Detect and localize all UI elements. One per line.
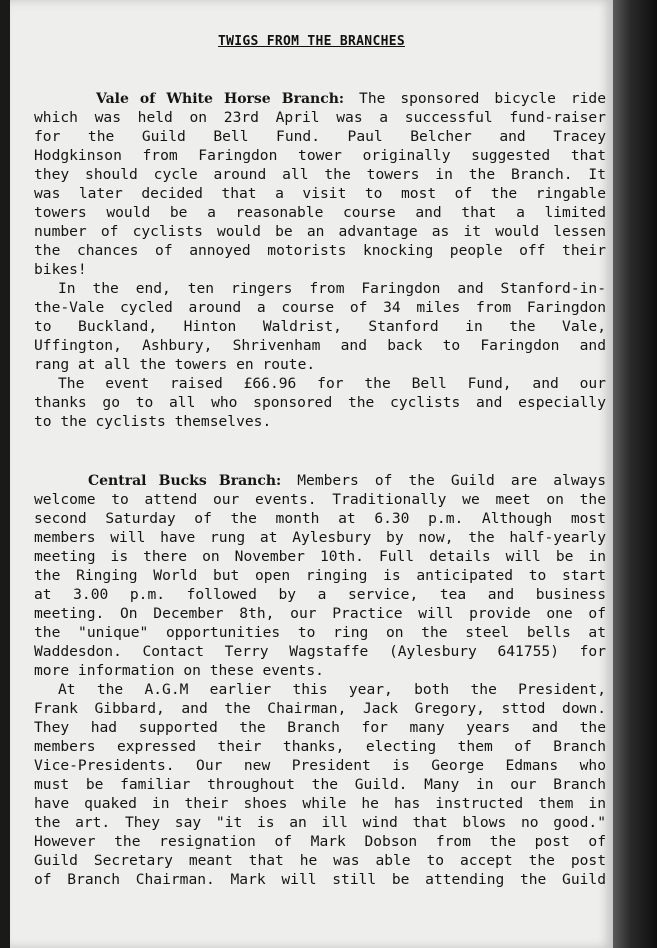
text-line [96,89,606,109]
document-page [10,0,613,948]
section-heading: Vale of White Horse Branch: [96,91,345,107]
text-line: the art. They say "it is an ill wind that blows no good." [34,814,606,831]
text-line: for the Guild Bell Fund. Paul Belcher and Tracey [34,128,606,145]
text-line: was later decided that a visit to most of the ringable [34,185,606,202]
text-line: second Saturday of the month at 6.30 p.m. Although most [34,510,606,527]
text-line: of Branch Chairman. Mark will still be attending the Guild [34,871,606,888]
text-line: rang at all the towers en route. [34,356,316,373]
page-title: TWIGS FROM THE BRANCHES [218,34,405,49]
text-line: Uffington, Ashbury, Shrivenham and back to Faringdon and [34,337,606,354]
section-heading: Central Bucks Branch: [88,473,282,489]
text-line: meeting. On December 8th, our Practice will provide one of [34,605,606,622]
text-line: thanks go to all who sponsored the cyclists and especially [34,394,606,411]
text-line: the chances of annoyed motorists knocking people off their [34,242,606,259]
text-line: the Ringing World but open ringing is anticipated to start [34,567,606,584]
text-line: more information on these events. [34,662,324,679]
text-line: the-Vale cycled around a course of 34 miles from Faringdon [34,299,606,316]
text-line: must be familiar throughout the Guild. Many in our Branch [34,776,606,793]
text-line: They had supported the Branch for many years and the [34,719,606,736]
text-line: Hodgkinson from Faringdon tower originally suggested that [34,147,606,164]
text-line: to the cyclists themselves. [34,413,272,430]
text-line: welcome to attend our events. Traditionally we meet on the [34,491,606,508]
text-line: meeting is there on November 10th. Full details will be in [34,548,606,565]
text-line: The event raised £66.96 for the Bell Fund, and our [58,375,606,392]
text-line: In the end, ten ringers from Faringdon and Stanford-in- [58,280,606,297]
section-text: The sponsored bicycle ride [344,90,606,107]
text-line: the "unique" opportunities to ring on the steel bells at [34,624,606,641]
text-line: which was held on 23rd April was a successful fund-raiser [34,109,606,126]
section-text: Members of the Guild are always [281,472,606,489]
text-line: members will have rung at Aylesbury by now, the half-yearly [34,529,606,546]
text-line [88,471,606,491]
text-line: at 3.00 p.m. followed by a service, tea and business [34,586,606,603]
text-line: towers would be a reasonable course and that a limited [34,204,606,221]
text-line: Waddesdon. Contact Terry Wagstaffe (Aylesbury 641755) for [34,643,606,660]
text-line: they should cycle around all the towers in the Branch. It [34,166,606,183]
page-edge-shadow [613,0,657,948]
text-line: have quaked in their shoes while he has instructed them in [34,795,606,812]
text-line: number of cyclists would be an advantage as it would lessen [34,223,606,240]
text-line: Guild Secretary meant that he was able to accept the post [34,852,606,869]
text-line: members expressed their thanks, electing them of Branch [34,738,606,755]
text-line: However the resignation of Mark Dobson from the post of [34,833,606,850]
text-line: Vice-Presidents. Our new President is George Edmans who [34,757,606,774]
text-line: bikes! [34,261,87,278]
text-line: to Buckland, Hinton Waldrist, Stanford in the Vale, [34,318,606,335]
text-line: At the A.G.M earlier this year, both the President, [58,681,606,698]
text-line: Frank Gibbard, and the Chairman, Jack Gregory, sttod down. [34,700,606,717]
